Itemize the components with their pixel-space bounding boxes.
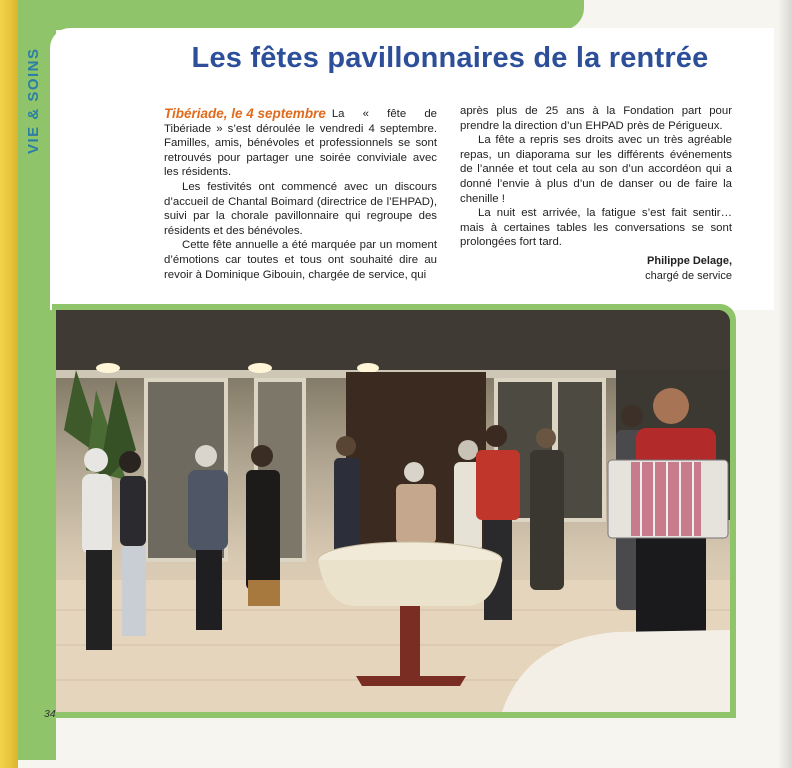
paragraph: La « fête de Tibériade » s’est déroulée le vendredi 4 septembre. Familles, amis, bénévoles et professionnels se sont retrouvés pour partager une soirée conviviale avec les résidents.: [164, 108, 437, 179]
photo-illustration: [56, 310, 730, 712]
article-subhead: Tibériade, le 4 septembre: [164, 106, 326, 121]
paragraph: après plus de 25 ans à la Fondation part pour prendre la direction d’un EHPAD près de Périgueux.: [460, 105, 732, 132]
article-column-1: [164, 107, 437, 282]
author-name: Philippe Delage,: [647, 255, 732, 267]
binding-strip: [0, 0, 18, 768]
paragraph: La nuit est arrivée, la fatigue s’est fait sentir… mais à certaines tables les conversations se sont prolongées fort tard.: [460, 207, 732, 249]
top-green-tab: [18, 0, 584, 30]
paragraph: La fête a repris ses droits avec un très agréable repas, un diaporama sur les différents événements de l’année et tout cela au son d’un accordéon qui a donné l’envie à plus d’un de danser ou de faire la chenille !: [460, 134, 732, 205]
page-number: 34: [44, 708, 56, 720]
event-photo: [56, 310, 730, 712]
author-signature: [560, 254, 732, 284]
article-column-2: [460, 104, 732, 250]
article-title: Les fêtes pavillonnaires de la rentrée: [191, 42, 709, 74]
section-label: VIE & SOINS: [25, 47, 42, 155]
page-edge-shadow: [778, 0, 792, 768]
paragraph: Les festivités ont commencé avec un discours d’accueil de Chantal Boimard (directrice de l’EHPAD), suivi par la chorale pavillonnaire qui regroupe des résidents et des bénévoles.: [164, 180, 437, 237]
paragraph: Cette fête annuelle a été marquée par un moment d’émotions car toutes et tous ont souhaité dire au revoir à Dominique Gibouin, chargée de service, qui: [164, 239, 437, 281]
author-role: chargé de service: [645, 270, 732, 282]
